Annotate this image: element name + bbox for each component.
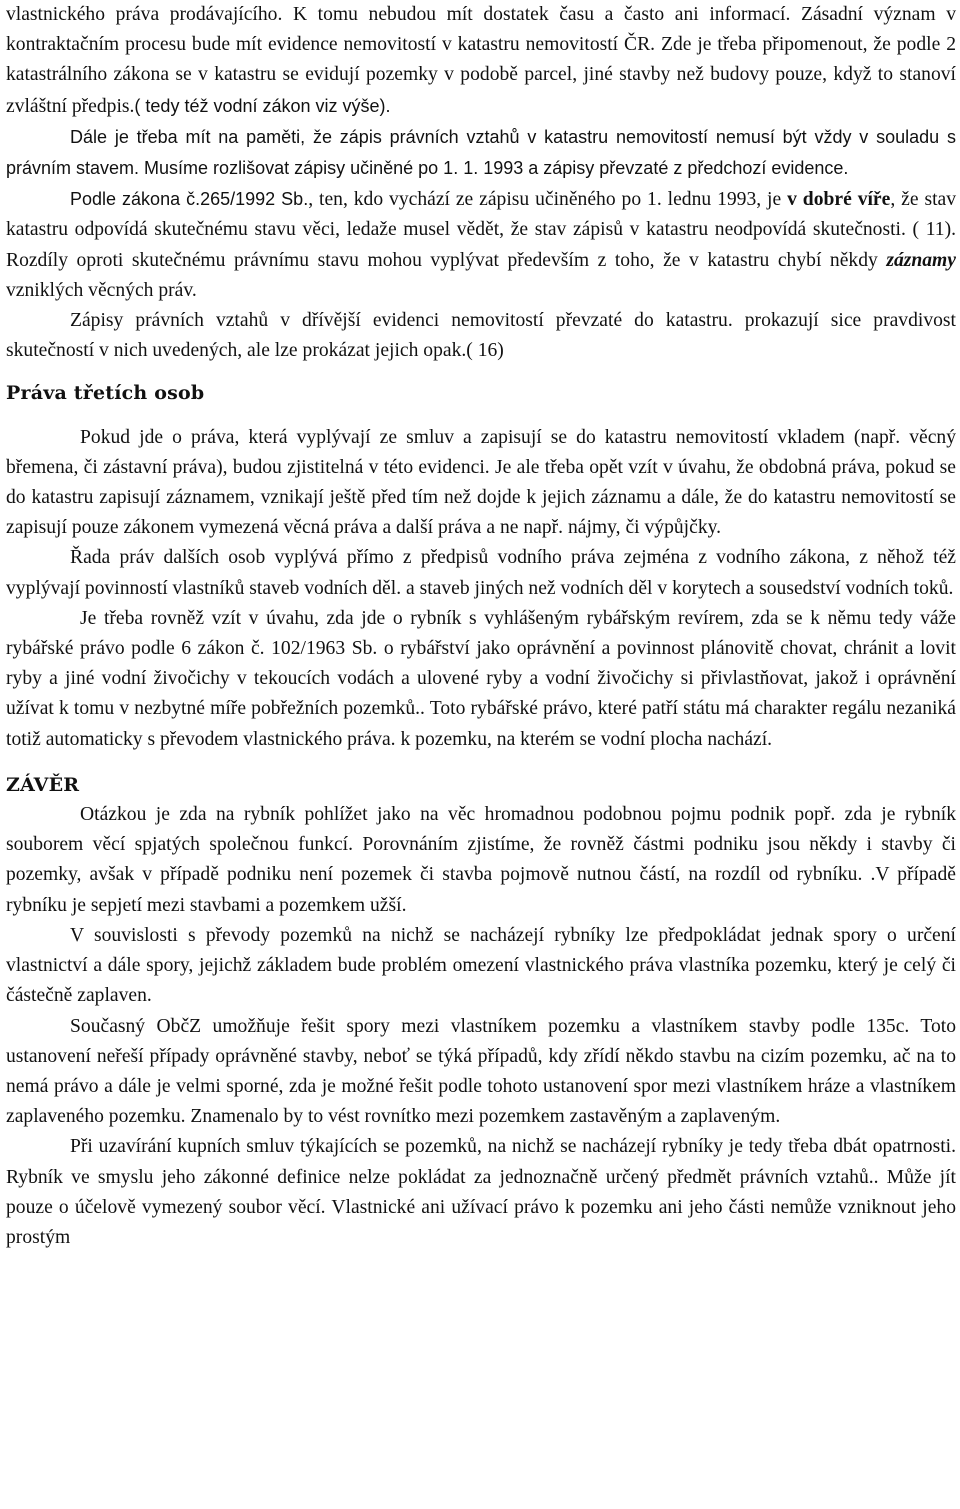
heading-third-party-rights: Práva třetích osob xyxy=(6,382,205,405)
paragraph-rybnik: Je třeba rovněž vzít v úvahu, zda jde o rybník s vyhlášeným rybářským revírem, zda se k němu tedy váže rybářské právo podle 6 zákon č. 102/1963 Sb. o rybářství jako oprávnění a povinnost plánovitě chovat, chránit a lovit ryby a jiné vodní živočichy v tekoucích vodách a ulovené ryby a vodní živočichy si přivlastňovat, jakož i oprávnění užívat k tomu v nezbytné míře pobřežních pozemků.. Toto rybářské právo, které patří státu má charakter regálu nezaniká totiž automaticky s převodem vlastnického práva. k pozemku, na kterém se vodní plocha nachází. xyxy=(6,607,956,750)
zakon-tail: , že stav katastru odpovídá skutečnému stavu věci, ledaže musel vědět, že stav zápisů v katastru neodpovídá skutečnosti. ( 11). Rozdíly oproti skutečnému právnímu stavu mohou vyplývat především z toho, že v katastru chybí někdy xyxy=(6,189,957,271)
paragraph-evidence-note: Musíme rozlišovat zápisy učiněné po 1. 1. 1993 a zápisy převzaté z předchozí evidence. xyxy=(139,158,849,179)
zakon-mid: , ten, kdo vychází ze zápisu učiněného po 1. lednu 1993, je xyxy=(308,189,788,211)
zakon-records: záznamy xyxy=(886,249,956,271)
paragraph-rada: Řada práv dalších osob vyplývá přímo z předpisů vodního práva zejména z vodního zákona, z něhož též vyplývají povinností vlastníků staveb vodních děl. a staveb jiných než vodních děl v korytech a sousedství vodních toků. xyxy=(6,547,956,599)
paragraph-intro-note: ( tedy též vodní zákon viz výše). xyxy=(134,95,391,116)
paragraph-intro xyxy=(6,0,956,122)
paragraph-intro-text: vlastnického práva prodávajícího. K tomu nebudou mít dostatek času a často ani informací. Zásadní význam v kontraktačním procesu bude mít evidence nemovitostí v katastru nemovitostí ČR. Zde je třeba připomenout, že podle 2 katastrálního zákona se v katastru se evidují pozemky v podobě parcel, jiné stavby než budovy pouze, když to stanoví zvláštní předpis. xyxy=(6,4,956,117)
paragraph-kupni: Při uzavírání kupních smluv týkajících se pozemků, na nichž se nacházejí rybníky je tedy třeba dbát opatrnosti. Rybník ve smyslu jeho zákonné definice nelze pokládat za jednoznačně určený předmět právních vztahů.. Může jít pouze o účelově vymezený soubor věcí. Vlastnické ani užívací právo k pozemku ani jeho části nemůže vzniknout jeho prostým xyxy=(6,1136,956,1248)
zakon-good-faith: v dobré víře xyxy=(787,189,891,211)
paragraph-pokud: Pokud jde o práva, která vyplývají ze smluv a zapisují se do katastru nemovitostí vkladem (např. věcný břemena, či zástavní práva), budou zjistitelná v této evidenci. Je ale třeba opět vzít v úvahu, že obdobná práva, pokud se do katastru zapisují záznamem, vznikají ještě před tím než dojde k jejich záznamu a dále, že do katastru nemovitostí se zapisují pouze zákonem vymezená věcná práva a další práva a ne např. nájmy, či výpůjčky. xyxy=(6,426,956,539)
paragraph-zapisy: Zápisy právních vztahů v dřívější evidenci nemovitostí převzaté do katastru. prokazují sice pravdivost skutečností v nich uvedených, ale lze prokázat jejich opak.( 16) xyxy=(6,310,956,362)
paragraph-evidence-text: Dále je třeba mít na paměti, že zápis právních vztahů v katastru nemovitostí nemusí být vždy v souladu s právním stavem. xyxy=(6,126,956,179)
heading-conclusion: ZÁVĚR xyxy=(6,773,80,796)
zakon-lead: Podle zákona č.265/1992 Sb. xyxy=(70,189,309,210)
paragraph-otazkou: Otázkou je zda na rybník pohlížet jako na věc hromadnou podobnou pojmu podnik popř. zda je rybník souborem věcí spjatých společnou funkcí. Porovnáním zjistíme, že rovněž částmi podniku jsou někdy i stavby či pozemky, avšak v případě podniku není pozemek či stavba pojmově nutnou částí, na rozdíl od rybníku. .V případě rybníku je sepjetí mezi stavbami a pozemkem užší. xyxy=(6,804,956,916)
paragraph-zakon xyxy=(6,184,956,306)
paragraph-obcz: Současný ObčZ umožňuje řešit spory mezi vlastníkem pozemku a vlastníkem stavby podle 135c. Toto ustanovení neřeší případy oprávněné stavby, neboť se týká případů, kdy zřídí někdo stavbu na cizím pozemku, ač na to nemá právo a dále je velmi sporné, zda je možné řešit podle tohoto ustanovení spor mezi vlastníkem hráze a vlastníkem zaplaveného pozemku. Znamenalo by to vést rovnítko mezi pozemkem zastavěným a zaplaveným. xyxy=(6,1015,956,1128)
zakon-end: vzniklých věcných práv. xyxy=(6,279,197,301)
paragraph-souvislost: V souvislosti s převody pozemků na nichž se nacházejí rybníky lze předpokládat jednak spory o určení vlastnictví a dále spory, jejichž základem bude problém omezení vlastnického práva vlastníka pozemku, který je celý či částečně zaplaven. xyxy=(6,924,956,1007)
paragraph-evidence xyxy=(6,122,956,184)
